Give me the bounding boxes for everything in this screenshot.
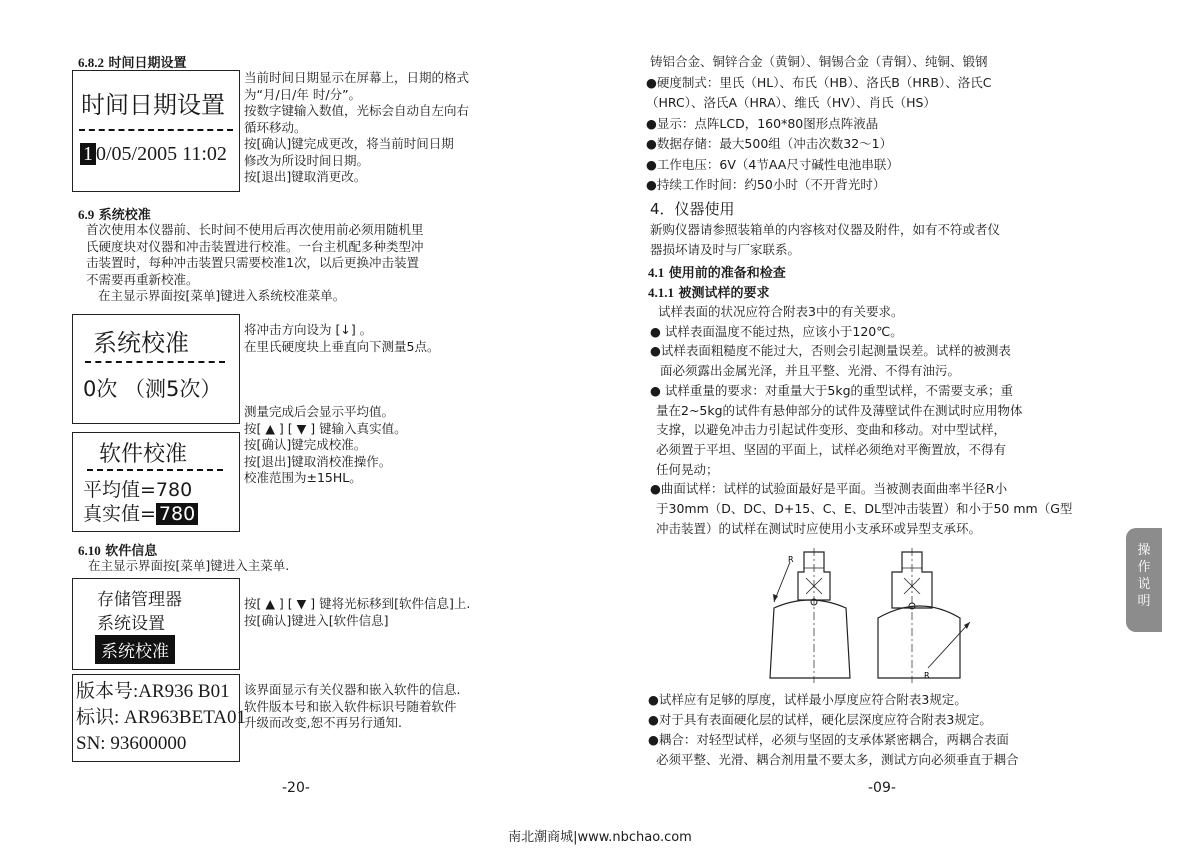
cursor-digit: 1 (80, 143, 96, 165)
section-heading-6-8-2: 6.8.2 时间日期设置 (78, 55, 187, 71)
real-value-input: 780 (156, 503, 198, 525)
software-calibration-screen (72, 432, 240, 532)
radius-label-right: R (924, 671, 930, 680)
section-heading-4-1: 4.1 使用前的准备和检查 (648, 265, 786, 281)
datetime-screen (72, 70, 240, 192)
software-calibration-description: 测量完成后会显示平均值。 按[ ▲ ] [ ▼ ] 键输入真实值。 按[确认]键完成校准。 按[退出]键取消校准操作。 校准范围为±15HL。 (244, 404, 407, 485)
divider (85, 361, 225, 363)
calibration-paragraph: 首次使用本仪器前、长时间不使用后再次使用前必须用随机里 氏硬度块对仪器和冲击装置进行校准。一台主机配多种类型冲 击装置时，每种冲击装置只需要校准1次，以后更换冲击装置 不需要再重新校准。 在主显示界面按[菜单]键进入系统校准菜单。 (86, 222, 424, 303)
arrowhead (773, 594, 778, 602)
software-info-paragraph: 在主显示界面按[菜单]键进入主菜单. (88, 558, 290, 573)
datetime-value: 1 0/05/2005 11:02 (80, 143, 227, 166)
section-heading-6-9: 6.9 系统校准 (78, 207, 151, 223)
datetime-screen-title: 时间日期设置 (81, 91, 225, 119)
page-number-left: -20- (282, 780, 310, 796)
section-heading-6-10: 6.10 软件信息 (78, 543, 158, 559)
divider (87, 469, 223, 471)
menu-item-system-calibration-selected: 系统校准 (95, 635, 175, 664)
software-calibration-title: 软件校准 (99, 442, 188, 467)
page-number-right: -09- (868, 780, 896, 796)
software-info-screen (72, 674, 247, 762)
menu-description: 按[ ▲ ] [ ▼ ] 键将光标移到[软件信息]上. 按[确认]键进入[软件信息] (244, 596, 471, 628)
radius-line-right (928, 622, 970, 668)
footer-watermark: 南北潮商城|www.nbchao.com (508, 830, 692, 845)
datetime-description: 当前时间日期显示在屏幕上，日期的格式 为“月/日/年 时/分”。 按数字键输入数值，光标会自动自左向右 循环移动。 按[确认]键完成更改，将当前时间日期 修改为所设时间日期。 按[退出]键取消更改。 (244, 70, 470, 184)
section-heading-4: 4．仪器使用 (650, 200, 735, 218)
concave-specimen (878, 606, 960, 678)
radius-label-left: R (788, 555, 794, 564)
spec-list: 铸铝合金、铜锌合金（黄铜）、铜锡合金（青铜）、纯铜、锻钢 ●硬度制式：里氏（HL）、布氏（HB）、洛氏B（HRB）、洛氏C （HRC）、洛氏A（HRA）、维氏（HV）、肖氏（HS） ●显示：点阵LCD，160*80图形点阵液晶 ●数据存储：最大500组（冲击次数32～1） ●工作电压：6V（4节AA尺寸碱性电池串联） ●持续工作时间：约50小时（不开背光时） (646, 54, 992, 192)
menu-item-storage-manager: 存储管理器 (97, 590, 182, 610)
calibration-screen-title: 系统校准 (93, 329, 189, 357)
main-menu-screen (72, 578, 240, 670)
convex-specimen (770, 600, 850, 678)
average-value: 平均值=780 (83, 479, 193, 501)
curved-surface-support-ring-figure (760, 548, 1010, 688)
calibration-direction-description: 将冲击方向设为 [↓] 。 在里氏硬度块上垂直向下测量5点。 (244, 322, 440, 354)
side-tab-operation-manual: 操 作 说 明 (1126, 528, 1162, 632)
menu-item-system-settings: 系统设置 (97, 614, 165, 634)
measurement-count: 0次 （测5次） (83, 377, 222, 401)
section-heading-4-1-1: 4.1.1 被测试样的要求 (648, 285, 770, 301)
thickness-and-coupling-notes: ●试样应有足够的厚度，试样最小厚度应符合附表3规定。 ●对于具有表面硬化层的试样，硬化层深度应符合附表3规定。 ●耦合：对轻型试样，必须与坚固的支承体紧密耦合，两耦合表面 必须平整、光滑、耦合剂用量不要太多，测试方向必须垂直于耦合 (648, 692, 1019, 767)
real-value: 真实值= 780 (83, 499, 198, 526)
sample-requirements: 试样表面的状况应符合附表3中的有关要求。 ● 试样表面温度不能过热，应该小于120℃。 ●试样表面粗糙度不能过大，否则会引起测量误差。试样的被测表 面必须露出金属光泽，并且平整、光滑、不得有油污。 ● 试样重量的要求：对重量大于5kg的重型试样，不需要支承；重 量在2~5kg的试件有悬伸部分的试件及薄壁试件在测试时应用物体 支撑，以避免冲击力引起试件变形、变曲和移动。对中型试样， 必须置于平坦、坚固的平面上，试样必须绝对平衡置放，不得有 任何晃动； ●曲面试样：试样的试验面最好是平面。当被测表面曲率半径R小 于30mm（D、DC、D+15、C、E、DL型冲击装置）和小于50 mm（G型 冲击装置）的试样在测试时应使用小支承环或异型支承环。 (650, 304, 1073, 536)
software-info-lines: 版本号:AR936 B01 标识: AR963BETA01 SN: 93600000 (76, 681, 247, 754)
system-calibration-screen (72, 314, 240, 424)
instrument-use-paragraph: 新购仪器请参照装箱单的内容核对仪器及附件，如有不符或者仪 器损坏请及时与厂家联系。 (650, 222, 1001, 257)
software-info-description: 该界面显示有关仪器和嵌入软件的信息. 软件版本号和嵌入软件标识号随着软件 升级而改变,恕不再另行通知. (244, 682, 461, 730)
divider (79, 129, 233, 131)
